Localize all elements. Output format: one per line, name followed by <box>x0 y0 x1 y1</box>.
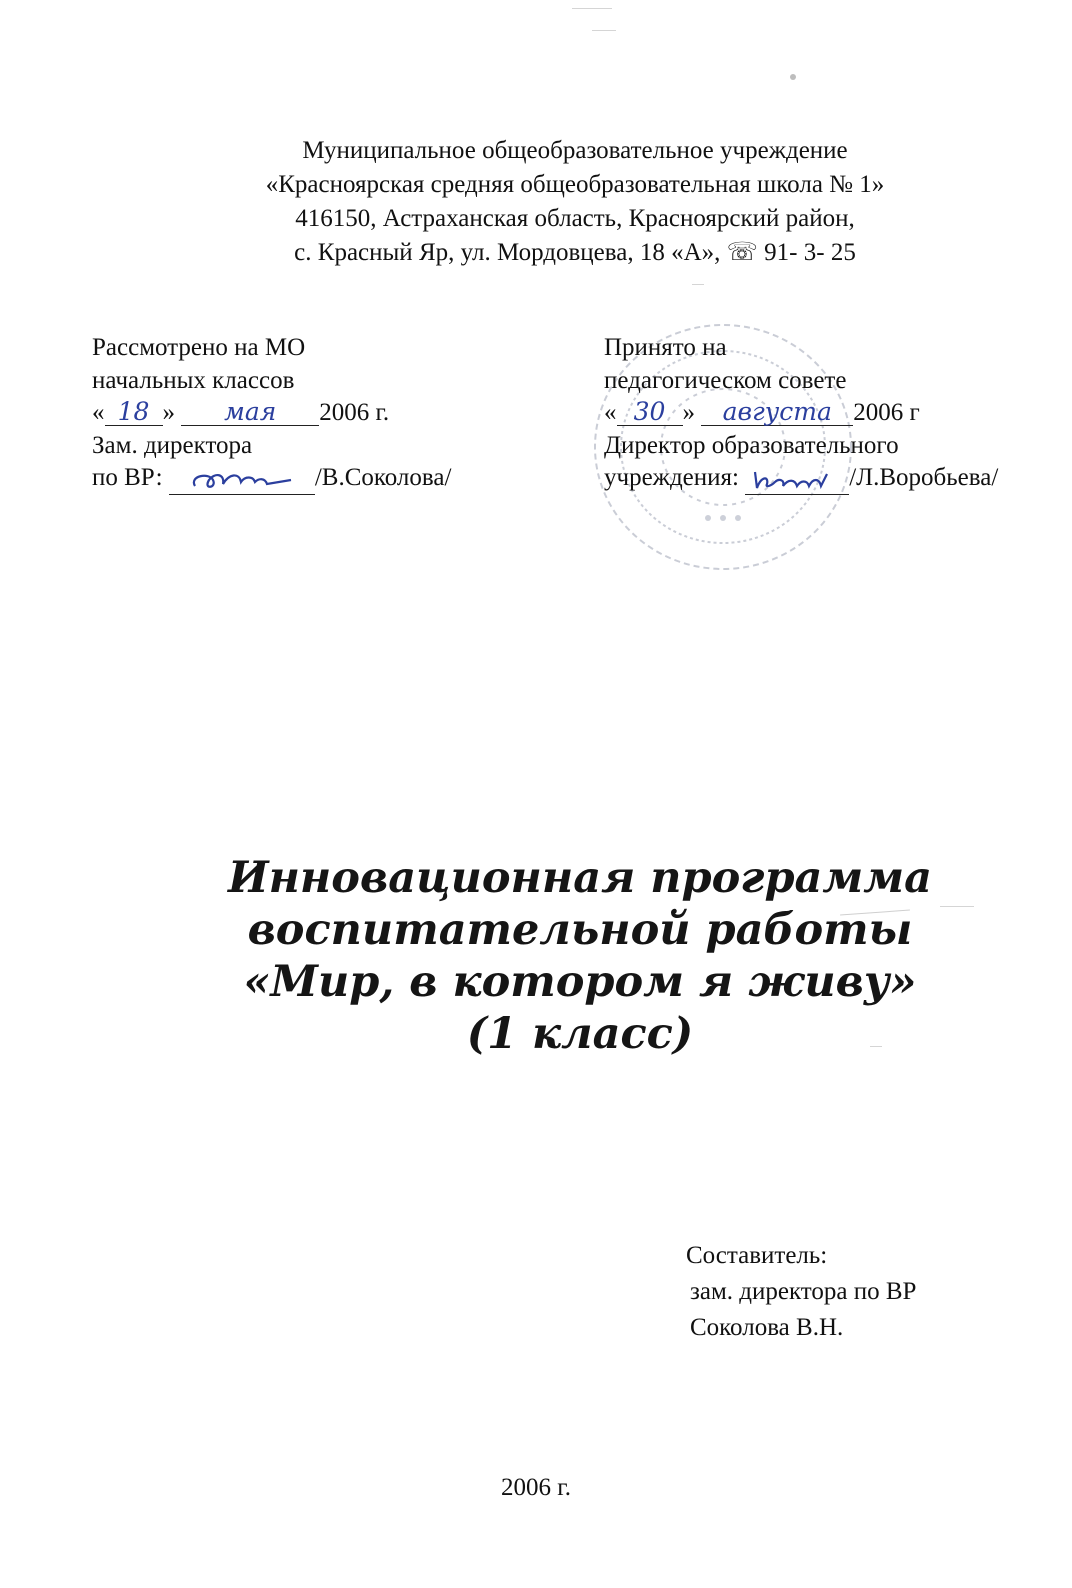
date-quote-open: « <box>604 399 617 426</box>
handwritten-signature <box>169 466 315 495</box>
scan-artifact <box>592 30 616 31</box>
composer-block <box>686 1238 916 1346</box>
header-line-4 <box>100 236 1050 270</box>
date-month-handwritten: августа <box>701 399 853 426</box>
phone-number: 91- 3- 25 <box>764 239 856 266</box>
date-month-handwritten: мая <box>181 399 319 426</box>
scan-artifact <box>692 284 704 285</box>
approval-right-line-1: Принято на <box>604 334 727 361</box>
telephone-icon: ☏ <box>726 239 758 266</box>
title-line-2: воспитательной работы <box>247 905 913 955</box>
date-day-handwritten: 18 <box>105 399 163 426</box>
institution-header <box>100 134 1050 270</box>
signature-name: /Л.Воробьева/ <box>849 464 999 491</box>
approval-left-date <box>92 397 451 430</box>
header-line-3: 416150, Астраханская область, Красноярский район, <box>295 205 855 232</box>
date-quote-close: » <box>682 399 695 426</box>
composer-name: Соколова В.Н. <box>690 1314 844 1341</box>
scan-artifact <box>572 8 612 9</box>
date-year: 2006 г. <box>319 399 390 426</box>
date-day-handwritten: 30 <box>617 399 683 426</box>
composer-label: Составитель: <box>686 1242 828 1269</box>
date-quote-open: « <box>92 399 105 426</box>
composer-position: зам. директора по ВР <box>690 1278 917 1305</box>
handwritten-signature <box>745 466 849 495</box>
document-year: 2006 г. <box>501 1474 571 1501</box>
approval-right-line-4: Директор образовательного <box>604 431 899 459</box>
approval-right-date <box>604 397 998 430</box>
header-line-2: «Красноярская средняя общеобразовательная школа № 1» <box>265 171 885 198</box>
title-line-4: (1 класс) <box>466 1009 694 1059</box>
signature-name: /В.Соколова/ <box>314 464 452 491</box>
signature-prefix: по ВР: <box>92 464 163 491</box>
approval-left-line-2: начальных классов <box>92 366 295 394</box>
approval-right-signature-line <box>604 462 998 495</box>
title-line-1: Инновационная программа <box>227 853 933 903</box>
date-quote-close: » <box>162 399 175 426</box>
approval-left-line-1: Рассмотрено на МО <box>92 334 306 361</box>
scan-speck <box>790 74 796 80</box>
address-text: с. Красный Яр, ул. Мордовцева, 18 «А», <box>294 239 721 266</box>
header-line-1: Муниципальное общеобразовательное учреждение <box>302 137 848 164</box>
approval-left-signature-line <box>92 462 451 495</box>
approval-block-right <box>604 332 998 495</box>
signature-prefix: учреждения: <box>604 464 739 491</box>
approval-block-left <box>92 332 451 495</box>
date-year: 2006 г <box>853 399 920 426</box>
approval-left-line-4: Зам. директора <box>92 431 253 459</box>
title-line-3: «Мир, в котором я живу» <box>243 957 917 1007</box>
program-title <box>200 852 960 1060</box>
approval-right-line-2: педагогическом совете <box>604 366 847 394</box>
